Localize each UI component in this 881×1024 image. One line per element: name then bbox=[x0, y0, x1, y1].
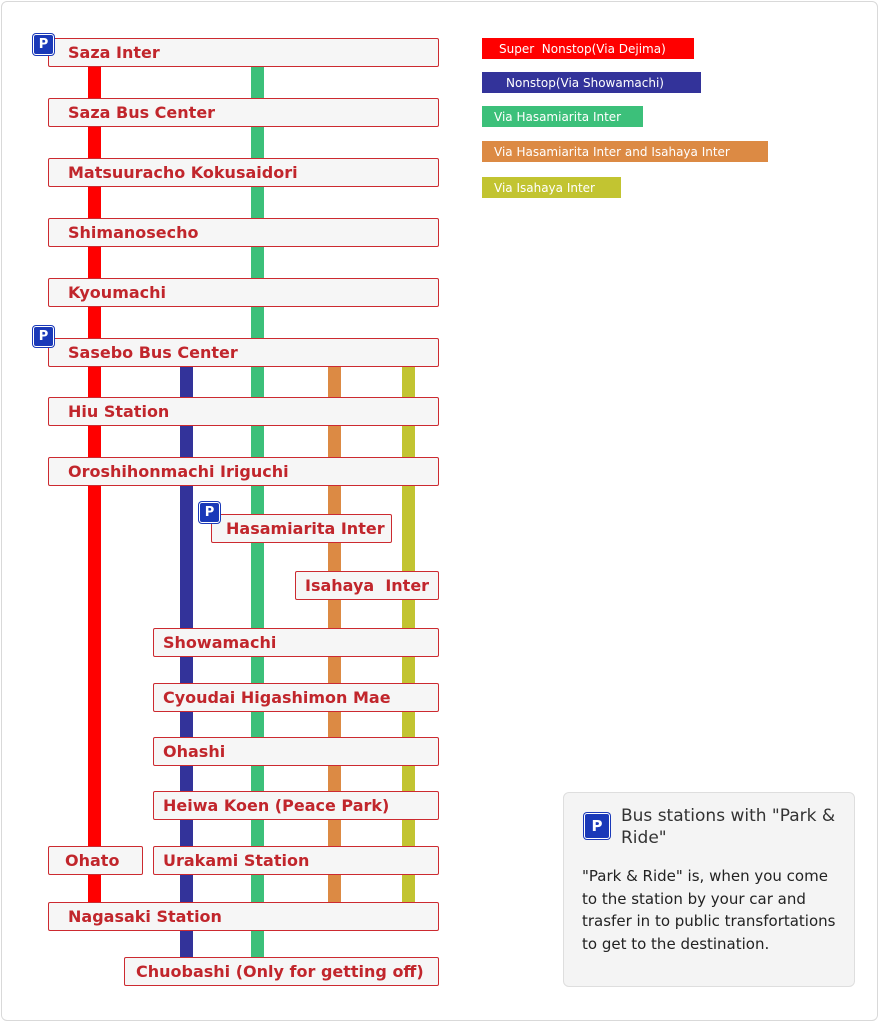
station-label: Showamachi bbox=[163, 633, 277, 652]
station-label: Urakami Station bbox=[163, 851, 310, 870]
station-hasamiarita-inter[interactable] bbox=[211, 514, 392, 543]
legend-via-hasamiarita: Via Hasamiarita Inter bbox=[482, 106, 643, 127]
park-ride-description: "Park & Ride" is, when you come to the station by your car and trasfer in to public transfortations to get to the destination. bbox=[582, 867, 836, 953]
parking-icon: P bbox=[584, 813, 610, 839]
station-label: Hiu Station bbox=[68, 402, 170, 421]
station-isahaya-inter[interactable] bbox=[295, 571, 439, 600]
station-label: Cyoudai Higashimon Mae bbox=[163, 688, 391, 707]
station-showamachi[interactable] bbox=[153, 628, 439, 657]
station-matsuuracho-kokusaidori[interactable] bbox=[48, 158, 439, 187]
station-chuobashi[interactable] bbox=[124, 957, 439, 986]
station-cyoudai-higashimon-mae[interactable] bbox=[153, 683, 439, 712]
legend-via-isahaya: Via Isahaya Inter bbox=[482, 177, 621, 198]
station-label: Isahaya Inter bbox=[305, 576, 430, 595]
station-saza-inter[interactable] bbox=[48, 38, 439, 67]
station-heiwa-koen[interactable] bbox=[153, 791, 439, 820]
parking-icon: P bbox=[33, 34, 54, 55]
station-urakami-station[interactable] bbox=[153, 846, 439, 875]
station-oroshihonmachi-iriguchi[interactable] bbox=[48, 457, 439, 486]
park-ride-title: Bus stations with "Park & Ride" bbox=[621, 806, 836, 848]
station-label: Shimanosecho bbox=[68, 223, 199, 242]
station-shimanosecho[interactable] bbox=[48, 218, 439, 247]
station-ohashi[interactable] bbox=[153, 737, 439, 766]
parking-icon: P bbox=[33, 326, 54, 347]
station-label: Oroshihonmachi Iriguchi bbox=[68, 462, 289, 481]
station-saza-bus-center[interactable] bbox=[48, 98, 439, 127]
route-line-via-hasamiarita bbox=[251, 66, 264, 958]
station-label: Chuobashi (Only for getting off) bbox=[136, 962, 424, 981]
station-label: Kyoumachi bbox=[68, 283, 167, 302]
station-label: Heiwa Koen (Peace Park) bbox=[163, 796, 390, 815]
route-line-super-nonstop bbox=[88, 66, 101, 906]
station-label: Ohashi bbox=[163, 742, 226, 761]
station-label: Hasamiarita Inter bbox=[226, 519, 385, 538]
station-kyoumachi[interactable] bbox=[48, 278, 439, 307]
station-hiu-station[interactable] bbox=[48, 397, 439, 426]
parking-icon: P bbox=[199, 502, 220, 523]
station-nagasaki-station[interactable] bbox=[48, 902, 439, 931]
park-ride-info-box bbox=[563, 792, 855, 987]
station-sasebo-bus-center[interactable] bbox=[48, 338, 439, 367]
station-label: Ohato bbox=[65, 851, 120, 870]
station-label: Saza Bus Center bbox=[68, 103, 216, 122]
legend-super-nonstop: Super Nonstop(Via Dejima) bbox=[482, 38, 694, 59]
legend-nonstop: Nonstop(Via Showamachi) bbox=[482, 72, 701, 93]
station-label: Nagasaki Station bbox=[68, 907, 222, 926]
station-label: Saza Inter bbox=[68, 43, 160, 62]
station-ohato[interactable] bbox=[48, 846, 143, 875]
legend-via-hasamiarita-isahaya: Via Hasamiarita Inter and Isahaya Inter bbox=[482, 141, 768, 162]
station-label: Matsuuracho Kokusaidori bbox=[68, 163, 298, 182]
station-label: Sasebo Bus Center bbox=[68, 343, 238, 362]
